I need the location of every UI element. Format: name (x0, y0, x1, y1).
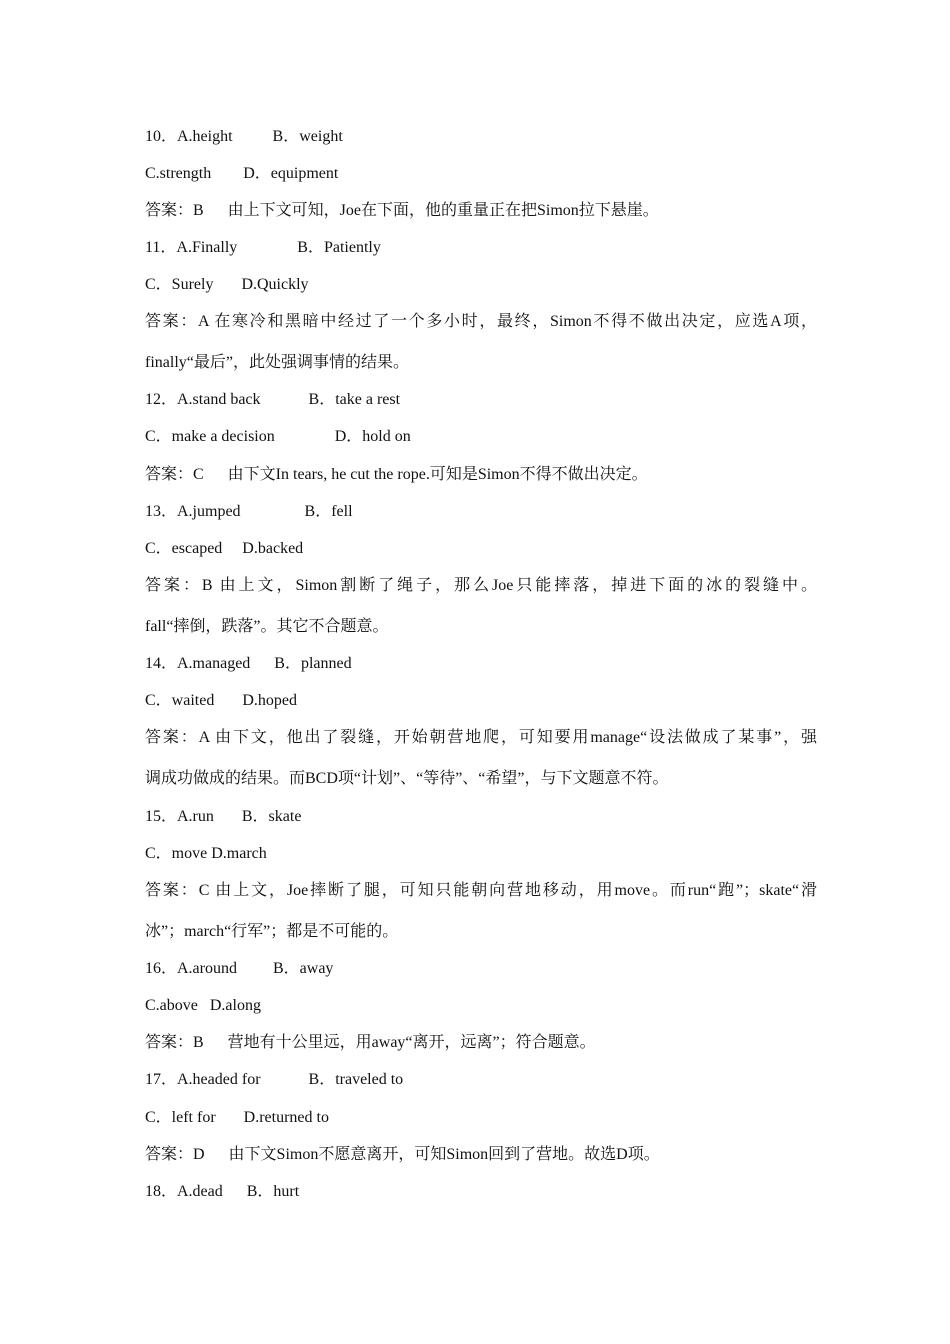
q15-answer: 答案：C 由上文，Joe摔断了腿，可知只能朝向营地移动，用move。而run“跑”；skate“滑 (145, 882, 817, 899)
q12-options-cd: C．make a decision D．hold on (145, 428, 411, 445)
q12-options-ab: 12．A.stand back B．take a rest (145, 391, 401, 408)
q18-options-ab: 18．A.dead B．hurt (145, 1183, 300, 1200)
q10-options-cd: C.strength D．equipment (145, 165, 339, 182)
q16-options-cd: C.above D.along (145, 997, 261, 1014)
q14-options-cd: C．waited D.hoped (145, 692, 297, 709)
q10-answer: 答案：B 由上下文可知，Joe在下面，他的重量正在把Simon拉下悬崖。 (145, 202, 659, 219)
q10-options-ab: 10．A.height B．weight (145, 128, 343, 145)
q16-options-ab: 16．A.around B．away (145, 960, 334, 977)
q15-options-ab: 15．A.run B．skate (145, 808, 302, 825)
q13-answer-cont: fall“摔倒，跌落”。其它不合题意。 (145, 618, 389, 635)
q14-options-ab: 14．A.managed B．planned (145, 655, 352, 672)
q17-options-cd: C．left for D.returned to (145, 1109, 329, 1126)
q14-answer: 答案：A 由下文，他出了裂缝，开始朝营地爬，可知要用manage“设法做成了某事”，强 (145, 729, 817, 746)
q16-answer: 答案：B 营地有十公里远，用away“离开，远离”；符合题意。 (145, 1034, 596, 1051)
q15-answer-cont: 冰”；march“行军”；都是不可能的。 (145, 923, 399, 940)
q11-answer-cont: finally“最后”，此处强调事情的结果。 (145, 354, 409, 371)
q13-answer: 答案：B 由上文，Simon割断了绳子，那么Joe只能摔落，掉进下面的冰的裂缝中。 (145, 577, 817, 594)
q11-options-cd: C．Surely D.Quickly (145, 276, 309, 293)
q17-answer: 答案：D 由下文Simon不愿意离开，可知Simon回到了营地。故选D项。 (145, 1146, 660, 1163)
q15-options-cd: C．move D.march (145, 845, 267, 862)
q11-answer: 答案：A 在寒冷和黑暗中经过了一个多小时，最终，Simon不得不做出决定，应选A项， (145, 313, 817, 330)
q12-answer: 答案：C 由下文In tears, he cut the rope.可知是Simon不得不做出决定。 (145, 466, 648, 483)
q14-answer-cont: 调成功做成的结果。而BCD项“计划”、“等待”、“希望”，与下文题意不符。 (145, 770, 669, 787)
q13-options-cd: C．escaped D.backed (145, 540, 304, 557)
q17-options-ab: 17．A.headed for B．traveled to (145, 1071, 404, 1088)
q13-options-ab: 13．A.jumped B．fell (145, 503, 353, 520)
q11-options-ab: 11．A.Finally B．Patiently (145, 239, 381, 256)
